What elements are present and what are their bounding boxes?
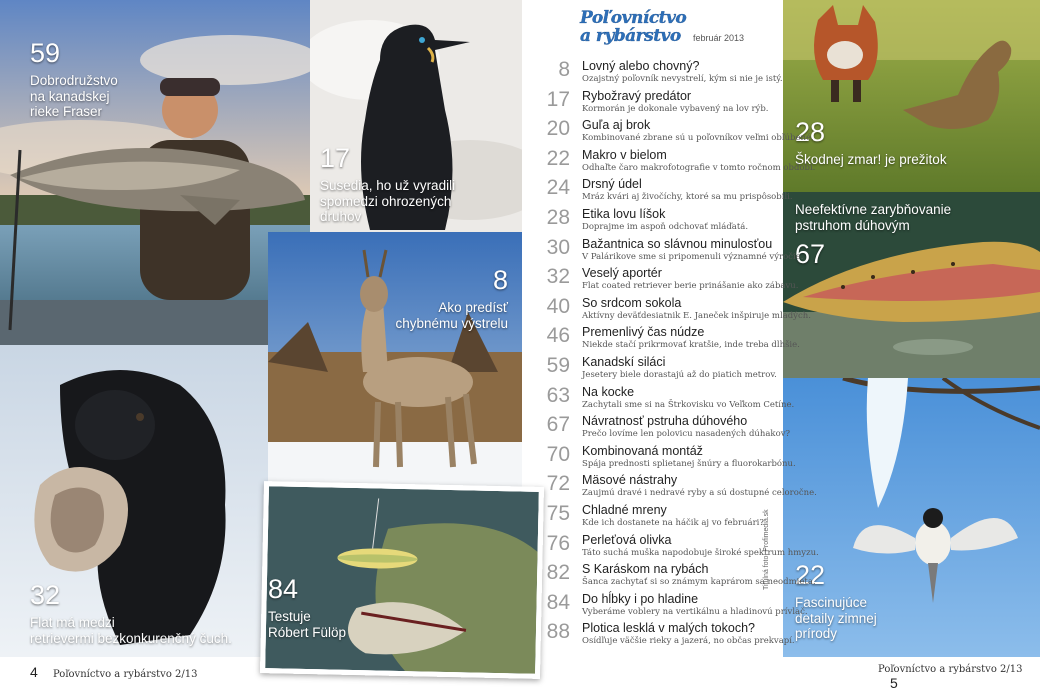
toc-subtitle: Šanca zachytať si so známym kaprárom sa neodmieta. [582, 577, 816, 588]
toc-subtitle: Osídľuje väčšie rieky a jazerá, no občas prekvapí. [582, 636, 795, 647]
toc-page-number: 76 [546, 531, 570, 555]
toc-entry [540, 413, 791, 443]
toc-title: Premenlivý čas núdze [582, 325, 705, 340]
story-teaser: Ako predísť chybnému výstrelu [395, 300, 508, 331]
story-page-number: 59 [30, 38, 61, 68]
toc-subtitle: Doprajme im aspoň odchovať mláďatá. [582, 222, 749, 232]
story-page-number: 8 [492, 265, 508, 295]
story-caption-8 [360, 265, 508, 331]
toc-page-number: 88 [546, 620, 570, 644]
toc-page-number: 17 [546, 87, 570, 111]
toc-subtitle: Niekde stačí prikrmovať kratšie, inde treba dlhšie. [582, 340, 800, 351]
magazine-name-line2: a rybárstvo [580, 26, 681, 46]
story-teaser: Neefektívne zarybňovanie pstruhom dúhovým [795, 202, 952, 233]
story-teaser: Flat má medzi retrievermi bezkonkurenčný čuch. [30, 615, 232, 646]
story-caption-32 [30, 580, 232, 646]
toc-entry [540, 58, 783, 88]
toc-page-number: 59 [546, 354, 570, 377]
toc-subtitle: Táto suchá muška napodobuje široké spektrum hmyzu. [582, 547, 819, 558]
toc-title: Na kocke [582, 384, 635, 399]
toc-title: Rybožravý predátor [582, 88, 692, 103]
toc-title: Perleťová olivka [582, 532, 672, 547]
toc-subtitle: Jesetery biele dorastajú až do piatich metrov. [582, 370, 777, 380]
story-teaser: Škodnej zmar! je prežitok [795, 152, 947, 168]
story-page-number: 84 [268, 574, 299, 604]
toc-page-number: 28 [546, 206, 570, 229]
toc-page-number: 75 [546, 502, 570, 525]
story-page-number: 67 [795, 239, 826, 270]
toc-subtitle: Aktívny deväťdesiatnik E. Janeček inšpiruje mladých. [582, 310, 811, 321]
footer-right [878, 664, 1040, 691]
toc-entry [540, 620, 795, 650]
toc-subtitle: Prečo lovíme len polovicu nasadených dúhakov? [582, 429, 791, 440]
toc-page-number: 46 [546, 324, 570, 348]
story-caption-59 [30, 38, 118, 120]
toc-page-number: 24 [546, 176, 570, 200]
toc-entry [540, 383, 795, 414]
story-page-number: 32 [30, 580, 61, 610]
toc-subtitle: Kde ich dostanete na háčik aj vo februári? [582, 518, 764, 528]
toc-subtitle: Ozajstný poľovník nevystrelí, kým si nie je istý. [582, 74, 783, 84]
toc-entry [540, 294, 811, 325]
toc-page-number: 32 [546, 265, 570, 289]
toc-entry [540, 590, 808, 621]
toc-subtitle: Zaujmú dravé i nedravé ryby a sú dostupné celoročne. [582, 488, 817, 499]
photo-credit: Titulná foto: Profimedia.sk [763, 509, 770, 590]
toc-title: Makro v bielom [582, 147, 667, 162]
toc-subtitle: Vyberáme voblery na vertikálnu a hladinovú prívlač. [582, 606, 808, 617]
toc-entry [540, 502, 780, 532]
toc-page-number: 63 [546, 383, 570, 407]
toc-title: S Karáskom na rybách [582, 562, 709, 577]
toc-page-number: 70 [546, 442, 570, 466]
toc-page-number: 20 [546, 117, 570, 141]
left-page-number: 4 [30, 664, 38, 680]
story-caption-17 [320, 143, 455, 225]
toc-entry [540, 265, 799, 295]
toc-title: Lovný alebo chovný? [582, 59, 700, 73]
toc-title: Drsný údel [582, 177, 642, 192]
magazine-logo [580, 8, 780, 52]
toc-page-number: 67 [546, 413, 570, 437]
toc-entry [540, 472, 817, 502]
toc-title: Veselý aportér [582, 266, 662, 281]
toc-entry [540, 442, 796, 473]
toc-subtitle: Mráz kvári aj živočíchy, ktoré sa mu prispôsobili. [582, 192, 793, 203]
story-page-number: 22 [795, 560, 826, 590]
toc-title: Mäsové nástrahy [582, 473, 678, 488]
toc-subtitle: Kombinované zbrane sú u poľovníkov veľmi obľúbené. [582, 133, 814, 144]
toc-title: Plotica lesklá v malých tokoch? [582, 621, 755, 636]
story-page-number: 17 [320, 143, 351, 173]
story-caption-22 [795, 560, 877, 642]
toc-title: Chladné mreny [582, 503, 667, 517]
toc-entry [540, 88, 780, 118]
toc-entry [540, 146, 816, 177]
right-page-number: 5 [890, 675, 898, 691]
toc-title: Kombinovaná montáž [582, 443, 703, 458]
left-running-title: Poľovníctvo a rybárstvo 2/13 [52, 669, 198, 680]
story-teaser: Testuje Róbert Fülöp [268, 609, 347, 640]
toc-title: Návratnosť pstruha dúhového [582, 414, 748, 429]
toc-page-number: 30 [546, 235, 570, 259]
story-teaser: Susedia, ho už vyradili spomedzi ohrozených druhov [320, 178, 456, 225]
story-page-number: 28 [795, 117, 826, 147]
toc-entry [540, 531, 819, 562]
toc-entry [540, 206, 780, 236]
toc-page-number: 22 [546, 146, 570, 170]
toc-entry [540, 354, 780, 384]
toc-subtitle: Odhaľte čaro makrofotografie v tomto ročnom období. [582, 162, 816, 173]
magazine-name-line1: Poľovníctvo [580, 8, 687, 28]
toc-title: Guľa aj brok [582, 118, 651, 133]
table-of-contents [540, 8, 819, 658]
story-caption-84 [268, 574, 346, 640]
toc-title: So srdcom sokola [582, 295, 682, 310]
story-caption-67 [795, 202, 951, 270]
story-teaser: Fascinujúce detaily zimnej prírody [795, 595, 877, 642]
toc-subtitle: V Palárikove sme si pripomenuli významné výročie. [582, 251, 804, 262]
toc-subtitle: Flat coated retriever berie prinášanie ako zábavu. [582, 281, 799, 292]
right-running-title: Poľovníctvo a rybárstvo 2/13 [878, 664, 1023, 675]
issue-date: február 2013 [693, 33, 745, 43]
toc-entry [540, 176, 793, 206]
toc-subtitle: Kormorán je dokonale vybavený na lov rýb. [582, 103, 769, 114]
toc-entry [540, 324, 800, 354]
toc-subtitle: Zachytali sme si na Štrkovisku vo Veľkom Cetíne. [582, 399, 795, 410]
toc-page-number: 8 [558, 58, 570, 81]
toc-title: Etika lovu líšok [582, 207, 666, 221]
story-caption-28 [795, 117, 947, 168]
toc-title: Kanadskí siláci [582, 355, 666, 369]
toc-entry [540, 235, 804, 266]
toc-subtitle: Spája prednosti splietanej šnúry a fluorokarbónu. [582, 458, 796, 469]
story-teaser: Dobrodružstvo na kanadskej rieke Fraser [30, 73, 118, 120]
footer-left [30, 664, 197, 680]
toc-title: Bažantnica so slávnou minulosťou [582, 236, 773, 251]
toc-page-number: 82 [546, 561, 570, 585]
toc-title: Do hĺbky i po hladine [582, 591, 699, 606]
toc-page-number: 72 [546, 472, 570, 496]
toc-page-number: 84 [546, 590, 570, 614]
toc-page-number: 40 [546, 294, 570, 318]
